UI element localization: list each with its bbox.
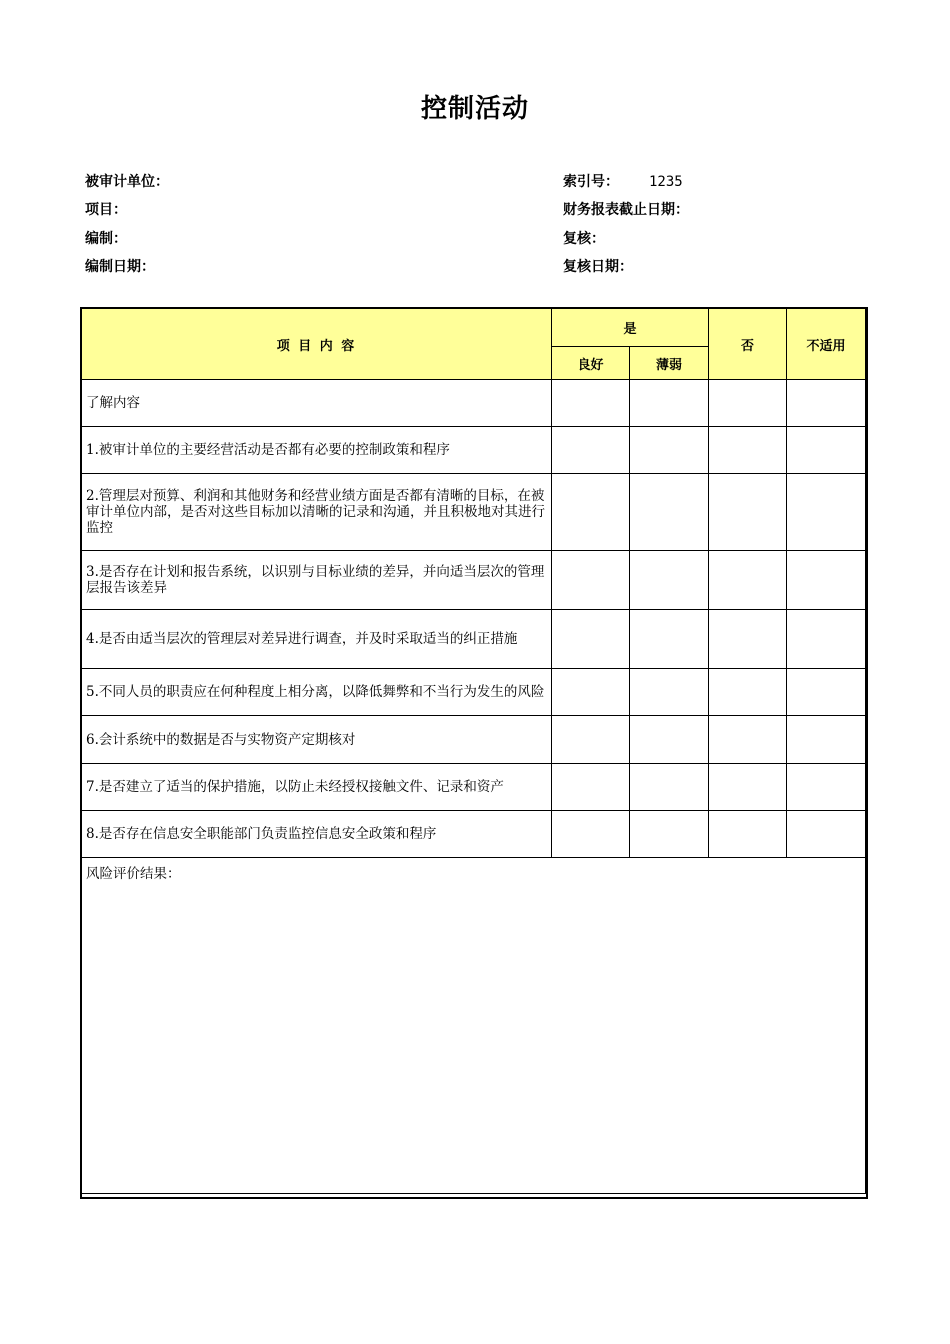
table-row: [82, 811, 866, 858]
row-text: 1.被审计单位的主要经营活动是否都有必要的控制政策和程序: [82, 427, 552, 474]
risk-result-cell[interactable]: [82, 858, 866, 1194]
risk-result-label: 风险评价结果：: [86, 866, 181, 882]
na-cell[interactable]: [787, 551, 866, 610]
table-row: [82, 551, 866, 610]
no-cell[interactable]: [709, 811, 787, 858]
project-label: 项目：: [85, 202, 127, 218]
weak-cell[interactable]: [630, 716, 709, 764]
row-text: 7.是否建立了适当的保护措施，以防止未经授权接触文件、记录和资产: [82, 764, 552, 811]
index-label: 索引号：: [563, 174, 619, 190]
row-text: 了解内容: [82, 380, 552, 427]
no-cell[interactable]: [709, 610, 787, 669]
weak-cell[interactable]: [630, 610, 709, 669]
weak-cell[interactable]: [630, 474, 709, 551]
na-cell[interactable]: [787, 669, 866, 716]
prepared-label: 编制：: [85, 231, 127, 247]
auditee-label: 被审计单位：: [85, 174, 169, 190]
weak-cell[interactable]: [630, 427, 709, 474]
na-cell[interactable]: [787, 811, 866, 858]
no-cell[interactable]: [709, 551, 787, 610]
no-cell[interactable]: [709, 474, 787, 551]
table-row: [82, 764, 866, 811]
na-cell[interactable]: [787, 474, 866, 551]
table-row: [82, 427, 866, 474]
weak-cell[interactable]: [630, 764, 709, 811]
good-cell[interactable]: [552, 716, 630, 764]
good-cell[interactable]: [552, 610, 630, 669]
risk-result-row: [82, 858, 866, 1194]
na-cell[interactable]: [787, 427, 866, 474]
row-text: 4.是否由适当层次的管理层对差异进行调查，并及时采取适当的纠正措施: [82, 610, 552, 669]
row-text: 8.是否存在信息安全职能部门负责监控信息安全政策和程序: [82, 811, 552, 858]
reviewed-label: 复核：: [563, 231, 605, 247]
row-text: 6.会计系统中的数据是否与实物资产定期核对: [82, 716, 552, 764]
good-cell[interactable]: [552, 551, 630, 610]
row-text: 2.管理层对预算、利润和其他财务和经营业绩方面是否都有清晰的目标，在被审计单位内部，是否对这些目标加以清晰的记录和沟通，并且积极地对其进行监控: [82, 474, 552, 551]
index-value: 1235: [649, 174, 683, 190]
period-end-label: 财务报表截止日期：: [563, 202, 689, 218]
na-cell[interactable]: [787, 764, 866, 811]
col-header-yes: 是: [552, 309, 709, 347]
col-header-good: 良好: [552, 347, 630, 380]
no-cell[interactable]: [709, 427, 787, 474]
col-header-weak: 薄弱: [630, 347, 709, 380]
table-row: [82, 716, 866, 764]
no-cell[interactable]: [709, 380, 787, 427]
row-text: 5.不同人员的职责应在何种程度上相分离，以降低舞弊和不当行为发生的风险: [82, 669, 552, 716]
good-cell[interactable]: [552, 380, 630, 427]
good-cell[interactable]: [552, 474, 630, 551]
control-activity-table: [81, 308, 866, 1194]
prepared-date-label: 编制日期：: [85, 259, 155, 275]
page-title: 控制活动: [420, 94, 529, 124]
table-row: [82, 380, 866, 427]
col-header-na: 不适用: [787, 309, 866, 380]
weak-cell[interactable]: [630, 551, 709, 610]
row-text: 3.是否存在计划和报告系统，以识别与目标业绩的差异，并向适当层次的管理层报告该差异: [82, 551, 552, 610]
na-cell[interactable]: [787, 610, 866, 669]
table-row: [82, 474, 866, 551]
index-field: [563, 173, 683, 191]
col-header-no: 否: [709, 309, 787, 380]
good-cell[interactable]: [552, 669, 630, 716]
no-cell[interactable]: [709, 764, 787, 811]
weak-cell[interactable]: [630, 380, 709, 427]
good-cell[interactable]: [552, 811, 630, 858]
no-cell[interactable]: [709, 716, 787, 764]
table-row: [82, 610, 866, 669]
weak-cell[interactable]: [630, 669, 709, 716]
reviewed-date-label: 复核日期：: [563, 259, 633, 275]
weak-cell[interactable]: [630, 811, 709, 858]
na-cell[interactable]: [787, 716, 866, 764]
na-cell[interactable]: [787, 380, 866, 427]
table-row: [82, 669, 866, 716]
good-cell[interactable]: [552, 764, 630, 811]
col-header-item: 项 目 内 容: [82, 309, 552, 380]
good-cell[interactable]: [552, 427, 630, 474]
no-cell[interactable]: [709, 669, 787, 716]
